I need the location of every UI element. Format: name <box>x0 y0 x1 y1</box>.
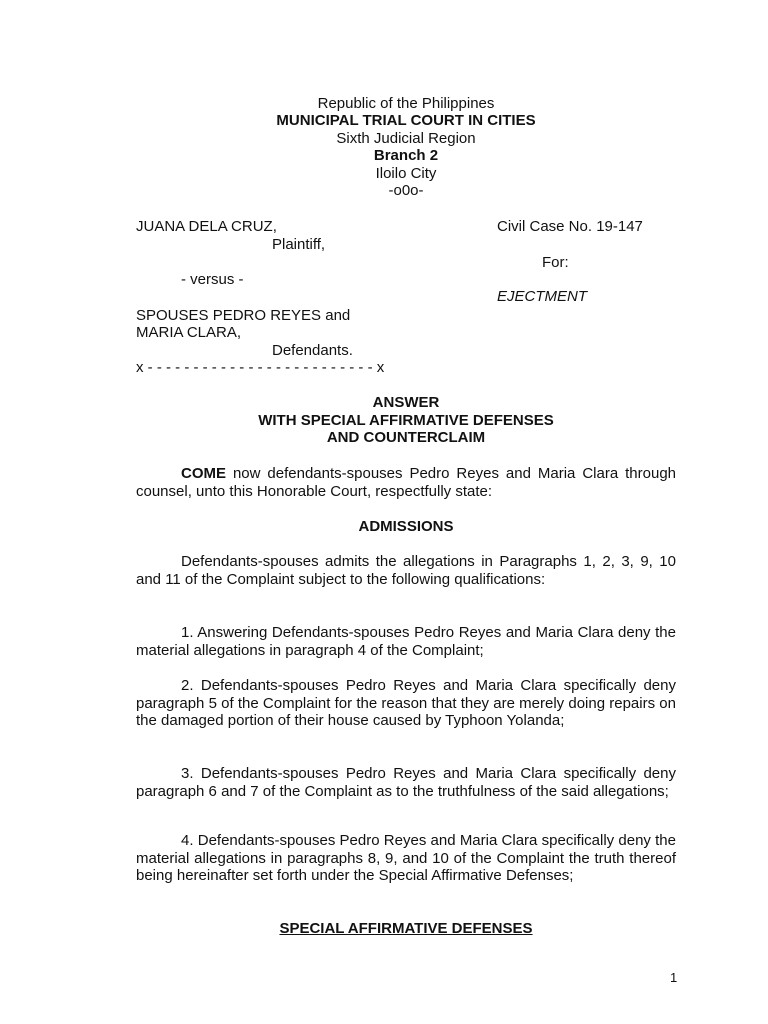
region-line: Sixth Judicial Region <box>336 130 476 147</box>
plaintiff-role: Plaintiff, <box>272 236 326 253</box>
defendant-role: Defendants. <box>272 342 353 359</box>
plaintiff-name: JUANA DELA CRUZ, <box>136 218 277 235</box>
special-defenses-heading-text: SPECIAL AFFIRMATIVE DEFENSES <box>279 920 533 937</box>
admissions-paragraph: Defendants-spouses admits the allegations in Paragraphs 1, 2, 3, 9, 10 and 11 of the Complaint subject to the following qualifications: <box>136 553 676 588</box>
case-type: EJECTMENT <box>497 288 587 305</box>
for-label: For: <box>542 254 569 271</box>
caption-closing-line: x - - - - - - - - - - - - - - - - - - - - - - - - - x <box>136 359 385 376</box>
admission-item-2: 2. Defendants-spouses Pedro Reyes and Maria Clara specifically deny paragraph 5 of the Complaint for the reason that they are merely doing repairs on the damaged portion of their house caused by Typhoon Yolanda; <box>136 677 676 729</box>
intro-paragraph <box>136 465 676 500</box>
intro-text: now defendants-spouses Pedro Reyes and Maria Clara through counsel, unto this Honorable Court, respectfully state: <box>136 465 676 500</box>
city-line: Iloilo City <box>375 165 437 182</box>
defendant-line-1: SPOUSES PEDRO REYES and <box>136 307 351 324</box>
defendant-line-2: MARIA CLARA, <box>136 324 242 341</box>
admission-item-4: 4. Defendants-spouses Pedro Reyes and Maria Clara specifically deny the material allegations in paragraphs 8, 9, and 10 of the Complaint the truth thereof being hereinafter set forth under the Special Affirmative Defenses; <box>136 832 676 884</box>
branch-line: Branch 2 <box>373 147 439 164</box>
republic-line: Republic of the Philippines <box>317 95 495 112</box>
versus-line: - versus - <box>181 271 244 288</box>
court-name: MUNICIPAL TRIAL COURT IN CITIES <box>276 112 536 129</box>
intro-lead: COME <box>181 465 226 482</box>
title-line-2: WITH SPECIAL AFFIRMATIVE DEFENSES <box>258 412 554 429</box>
case-number: Civil Case No. 19-147 <box>497 218 643 235</box>
admissions-heading: ADMISSIONS <box>358 518 454 535</box>
special-defenses-heading <box>136 920 676 938</box>
page-number: 1 <box>670 970 678 985</box>
admission-item-1: 1. Answering Defendants-spouses Pedro Reyes and Maria Clara deny the material allegations in paragraph 4 of the Complaint; <box>136 624 676 659</box>
title-line-1: ANSWER <box>372 394 440 411</box>
title-line-3: AND COUNTERCLAIM <box>326 429 486 446</box>
admission-item-3: 3. Defendants-spouses Pedro Reyes and Maria Clara specifically deny paragraph 6 and 7 of the Complaint as to the truthfulness of the said allegations; <box>136 765 676 800</box>
header-separator: -o0o- <box>388 182 424 199</box>
